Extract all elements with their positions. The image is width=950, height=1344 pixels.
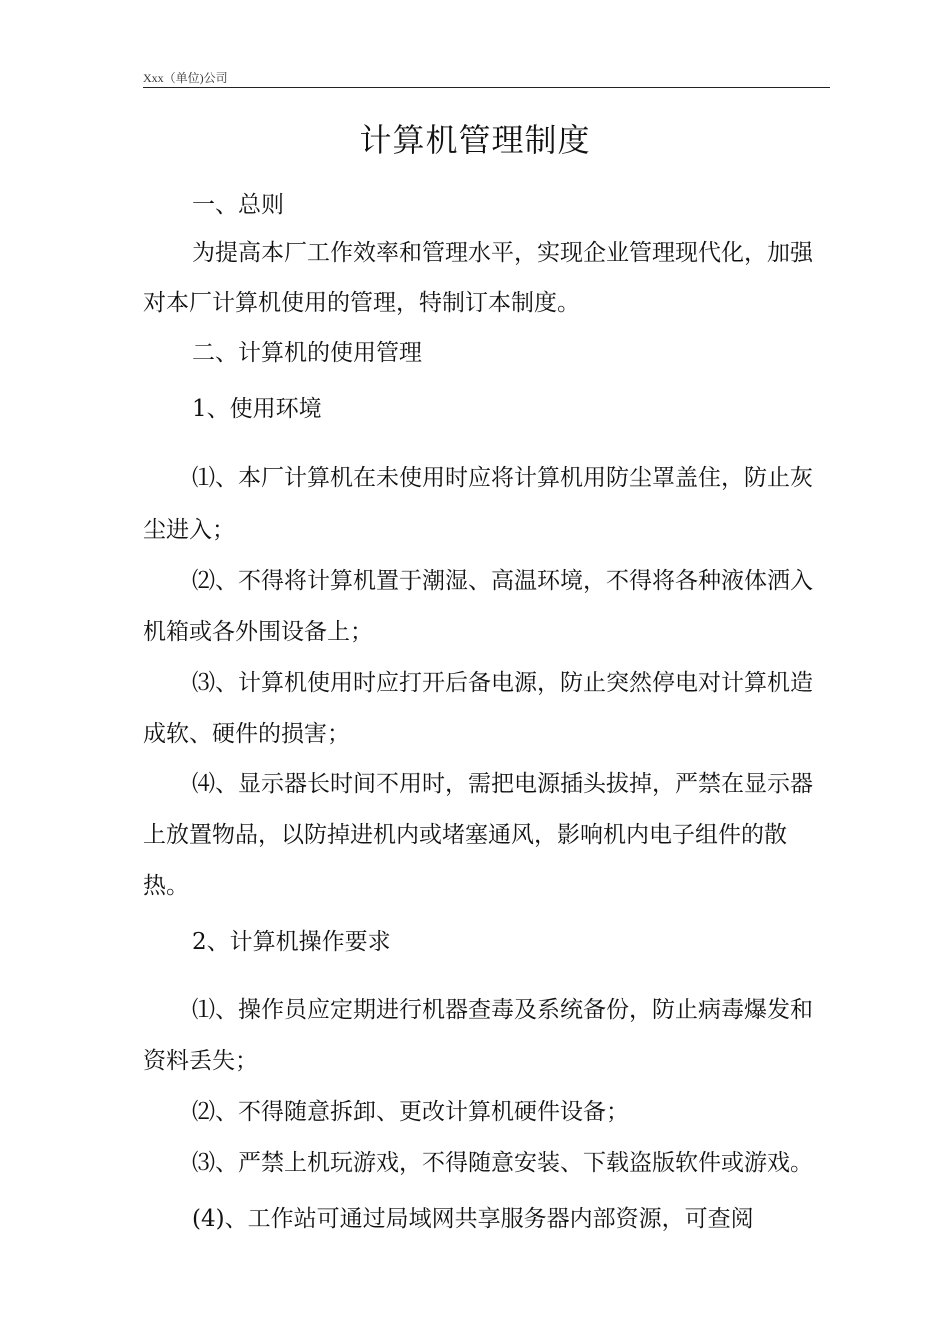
document-title: 计算机管理制度 [359, 121, 591, 159]
list-item-line: (4)、工作站可通过局域网共享服务器内部资源，可查阅 [192, 1206, 754, 1232]
list-item-line: 热。 [143, 873, 189, 899]
list-item-line: ⑴、本厂计算机在未使用时应将计算机用防尘罩盖住，防止灰 [192, 465, 813, 491]
list-item-line: ⑶、严禁上机玩游戏，不得随意安装、下载盗版软件或游戏。 [192, 1150, 813, 1176]
paragraph-line: 对本厂计算机使用的管理，特制订本制度。 [143, 290, 580, 316]
subsection-heading-operation: 2、计算机操作要求 [192, 929, 391, 955]
list-item-line: ⑵、不得随意拆卸、更改计算机硬件设备； [192, 1099, 629, 1125]
section-heading-usage: 二、计算机的使用管理 [192, 340, 422, 366]
list-item-line: 上放置物品，以防掉进机内或堵塞通风，影响机内电子组件的散 [143, 822, 787, 848]
list-item-line: 资料丢失； [143, 1048, 258, 1074]
subsection-heading-environment: 1、使用环境 [192, 396, 322, 422]
list-item-line: ⑵、不得将计算机置于潮湿、高温环境，不得将各种液体洒入 [192, 568, 813, 594]
paragraph-line: 为提高本厂工作效率和管理水平，实现企业管理现代化，加强 [192, 240, 813, 266]
list-item-line: 成软、硬件的损害； [143, 721, 350, 747]
list-item-line: ⑷、显示器长时间不用时，需把电源插头拔掉，严禁在显示器 [192, 771, 813, 797]
list-item-line: ⑴、操作员应定期进行机器查毒及系统备份，防止病毒爆发和 [192, 997, 813, 1023]
list-item-line: 机箱或各外围设备上； [143, 619, 373, 645]
list-item-line: 尘进入； [143, 517, 235, 543]
page-header: Xxx（单位)公司 [143, 70, 830, 88]
list-item-line: ⑶、计算机使用时应打开后备电源，防止突然停电对计算机造 [192, 670, 813, 696]
section-heading-general: 一、总则 [192, 192, 284, 218]
